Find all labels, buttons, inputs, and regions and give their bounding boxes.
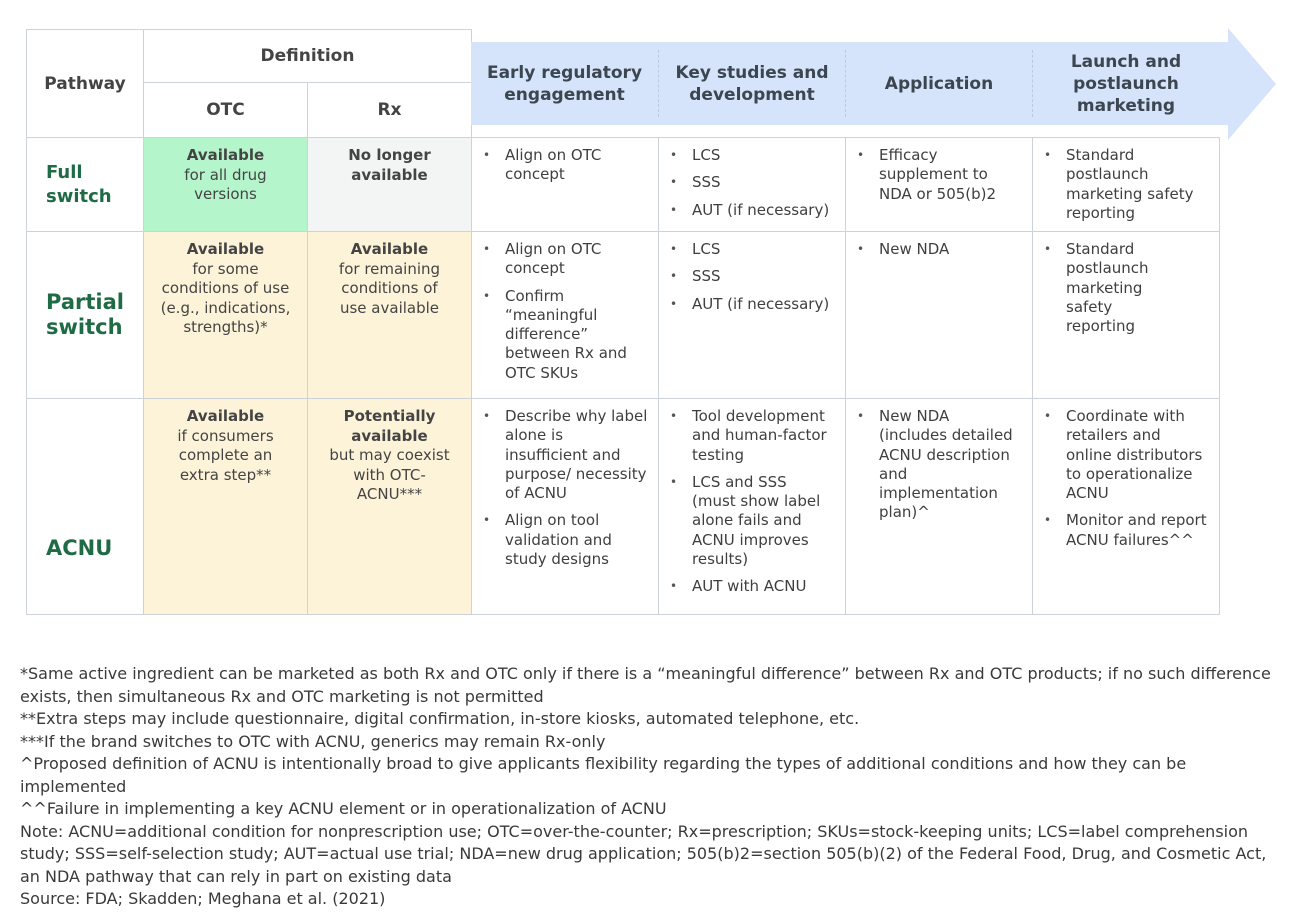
status-text: but may coexist with OTC-ACNU***	[329, 446, 450, 503]
pathway-header-label: Pathway	[44, 73, 126, 94]
stage-label: Launch and postlaunch marketing	[1070, 51, 1182, 116]
row-label-acnu	[26, 398, 144, 615]
stage-label: Key studies and development	[675, 62, 829, 105]
application-cell-partial-switch	[845, 231, 1033, 399]
bullet-list	[846, 399, 1032, 523]
list-item: • Efficacy supplement to NDA or 505(b)2	[879, 146, 1022, 204]
row-label-text: ACNU	[46, 536, 113, 560]
studies-cell-acnu	[658, 398, 846, 615]
definition-header	[143, 29, 472, 83]
studies-cell-full-switch	[658, 137, 846, 232]
stage-key-studies	[658, 50, 845, 117]
list-item: • Tool development and human-factor testing	[692, 407, 835, 465]
list-item: • Confirm “meaningful difference” between Rx and OTC SKUs	[505, 287, 648, 383]
bullet-list	[659, 232, 845, 314]
bullet-list	[659, 399, 845, 597]
list-item: • Align on OTC concept	[505, 146, 648, 185]
early-cell-acnu	[471, 398, 659, 615]
status-text: for some conditions of use (e.g., indications, strengths)*	[160, 259, 291, 336]
abbreviations-note: Note: ACNU=additional condition for nonprescription use; OTC=over-the-counter; Rx=prescription; SKUs=stock-keeping units; LCS=label comprehension study; SSS=self-selection study; AUT=actual use trial; NDA=new drug application; 505(b)2=section 505(b)(2) of the Federal Food, Drug, and Cosmetic Act, an NDA pathway that can rely in part on existing data	[20, 821, 1267, 886]
footnotes	[20, 663, 1282, 911]
status-text: for all drug versions	[184, 165, 267, 203]
row-label-text: Full switch	[46, 161, 112, 207]
launch-cell-acnu	[1032, 398, 1220, 615]
footnote-meaningful-difference: *Same active ingredient can be marketed as both Rx and OTC only if there is a “meaningful difference” between Rx and OTC products; if no such difference exists, then simultaneous Rx and OTC marketing is not permitted	[20, 664, 1271, 706]
footnote-acnu-failure: ^^Failure in implementing a key ACNU element or in operationalization of ACNU	[20, 799, 667, 818]
otc-status-partial-switch	[143, 231, 308, 399]
list-item: • LCS	[692, 146, 835, 165]
list-item: • Align on tool validation and study designs	[505, 511, 648, 569]
rx-status-partial-switch	[307, 231, 472, 399]
application-cell-full-switch	[845, 137, 1033, 232]
status-bold: Available	[186, 146, 265, 164]
pathway-header	[26, 29, 144, 138]
list-item: • Describe why label alone is insufficient and purpose/ necessity of ACNU	[505, 407, 648, 503]
rx-header-label: Rx	[377, 100, 402, 120]
list-item: • Align on OTC concept	[505, 240, 648, 279]
launch-cell-partial-switch	[1032, 231, 1220, 399]
row-label-full-switch	[26, 137, 144, 232]
footnote-generics: ***If the brand switches to OTC with ACNU, generics may remain Rx-only	[20, 731, 606, 751]
status-text: for remaining conditions of use available	[338, 259, 441, 317]
list-item: • AUT (if necessary)	[692, 201, 835, 220]
footnote-extra-steps: **Extra steps may include questionnaire, digital confirmation, in-store kiosks, automated telephone, etc.	[20, 709, 860, 728]
bullet-list	[846, 138, 1032, 204]
footnote-acnu-definition: ^Proposed definition of ACNU is intentionally broad to give applicants flexibility regarding the types of additional conditions and how they can be implemented	[20, 754, 1187, 796]
status-bold: No longer available	[348, 146, 431, 184]
list-item: • New NDA (includes detailed ACNU description and implementation plan)^	[879, 407, 1022, 523]
stage-launch	[1032, 50, 1219, 117]
list-item: • Standard postlaunch marketing safety reporting	[1066, 240, 1179, 336]
bullet-list	[659, 138, 845, 220]
rx-status-full-switch	[307, 137, 472, 232]
row-label-text: Partial switch	[46, 290, 124, 339]
status-text: if consumers complete an extra step**	[177, 426, 274, 484]
status-bold: Available	[350, 240, 429, 258]
stage-label: Application	[884, 73, 994, 94]
row-label-partial-switch	[26, 231, 144, 399]
bullet-list	[472, 138, 658, 185]
rx-header	[307, 82, 472, 138]
early-cell-partial-switch	[471, 231, 659, 399]
status-bold: Available	[186, 240, 265, 258]
list-item: • SSS	[692, 173, 835, 192]
list-item: • Monitor and report ACNU failures^^	[1066, 511, 1209, 550]
source-note: Source: FDA; Skadden; Meghana et al. (2021)	[20, 889, 386, 908]
otc-status-acnu	[143, 398, 308, 615]
bullet-list	[1033, 399, 1219, 550]
bullet-list	[472, 232, 658, 383]
list-item: • Standard postlaunch marketing safety reporting	[1066, 146, 1209, 223]
list-item: • SSS	[692, 267, 835, 286]
definition-header-label: Definition	[260, 46, 355, 66]
application-cell-acnu	[845, 398, 1033, 615]
list-item: • AUT with ACNU	[692, 577, 835, 596]
list-item: • LCS	[692, 240, 835, 259]
bullet-list	[1033, 138, 1219, 223]
bullet-list	[472, 399, 658, 569]
stage-application	[845, 50, 1032, 117]
stage-early-regulatory	[471, 42, 658, 125]
list-item: • Coordinate with retailers and online distributors to operationalize ACNU	[1066, 407, 1209, 503]
status-bold: Potentially available	[343, 407, 436, 445]
stage-label: Early regulatory engagement	[486, 62, 643, 105]
status-bold: Available	[186, 407, 265, 425]
bullet-list	[846, 232, 1032, 259]
otc-status-full-switch	[143, 137, 308, 232]
early-cell-full-switch	[471, 137, 659, 232]
list-item: • LCS and SSS (must show label alone fails and ACNU improves results)	[692, 473, 835, 569]
list-item: • New NDA	[879, 240, 1022, 259]
otc-header-label: OTC	[206, 100, 245, 120]
list-item: • AUT (if necessary)	[692, 295, 835, 314]
bullet-list	[1033, 232, 1219, 336]
rx-status-acnu	[307, 398, 472, 615]
studies-cell-partial-switch	[658, 231, 846, 399]
otc-header	[143, 82, 308, 138]
launch-cell-full-switch	[1032, 137, 1220, 232]
